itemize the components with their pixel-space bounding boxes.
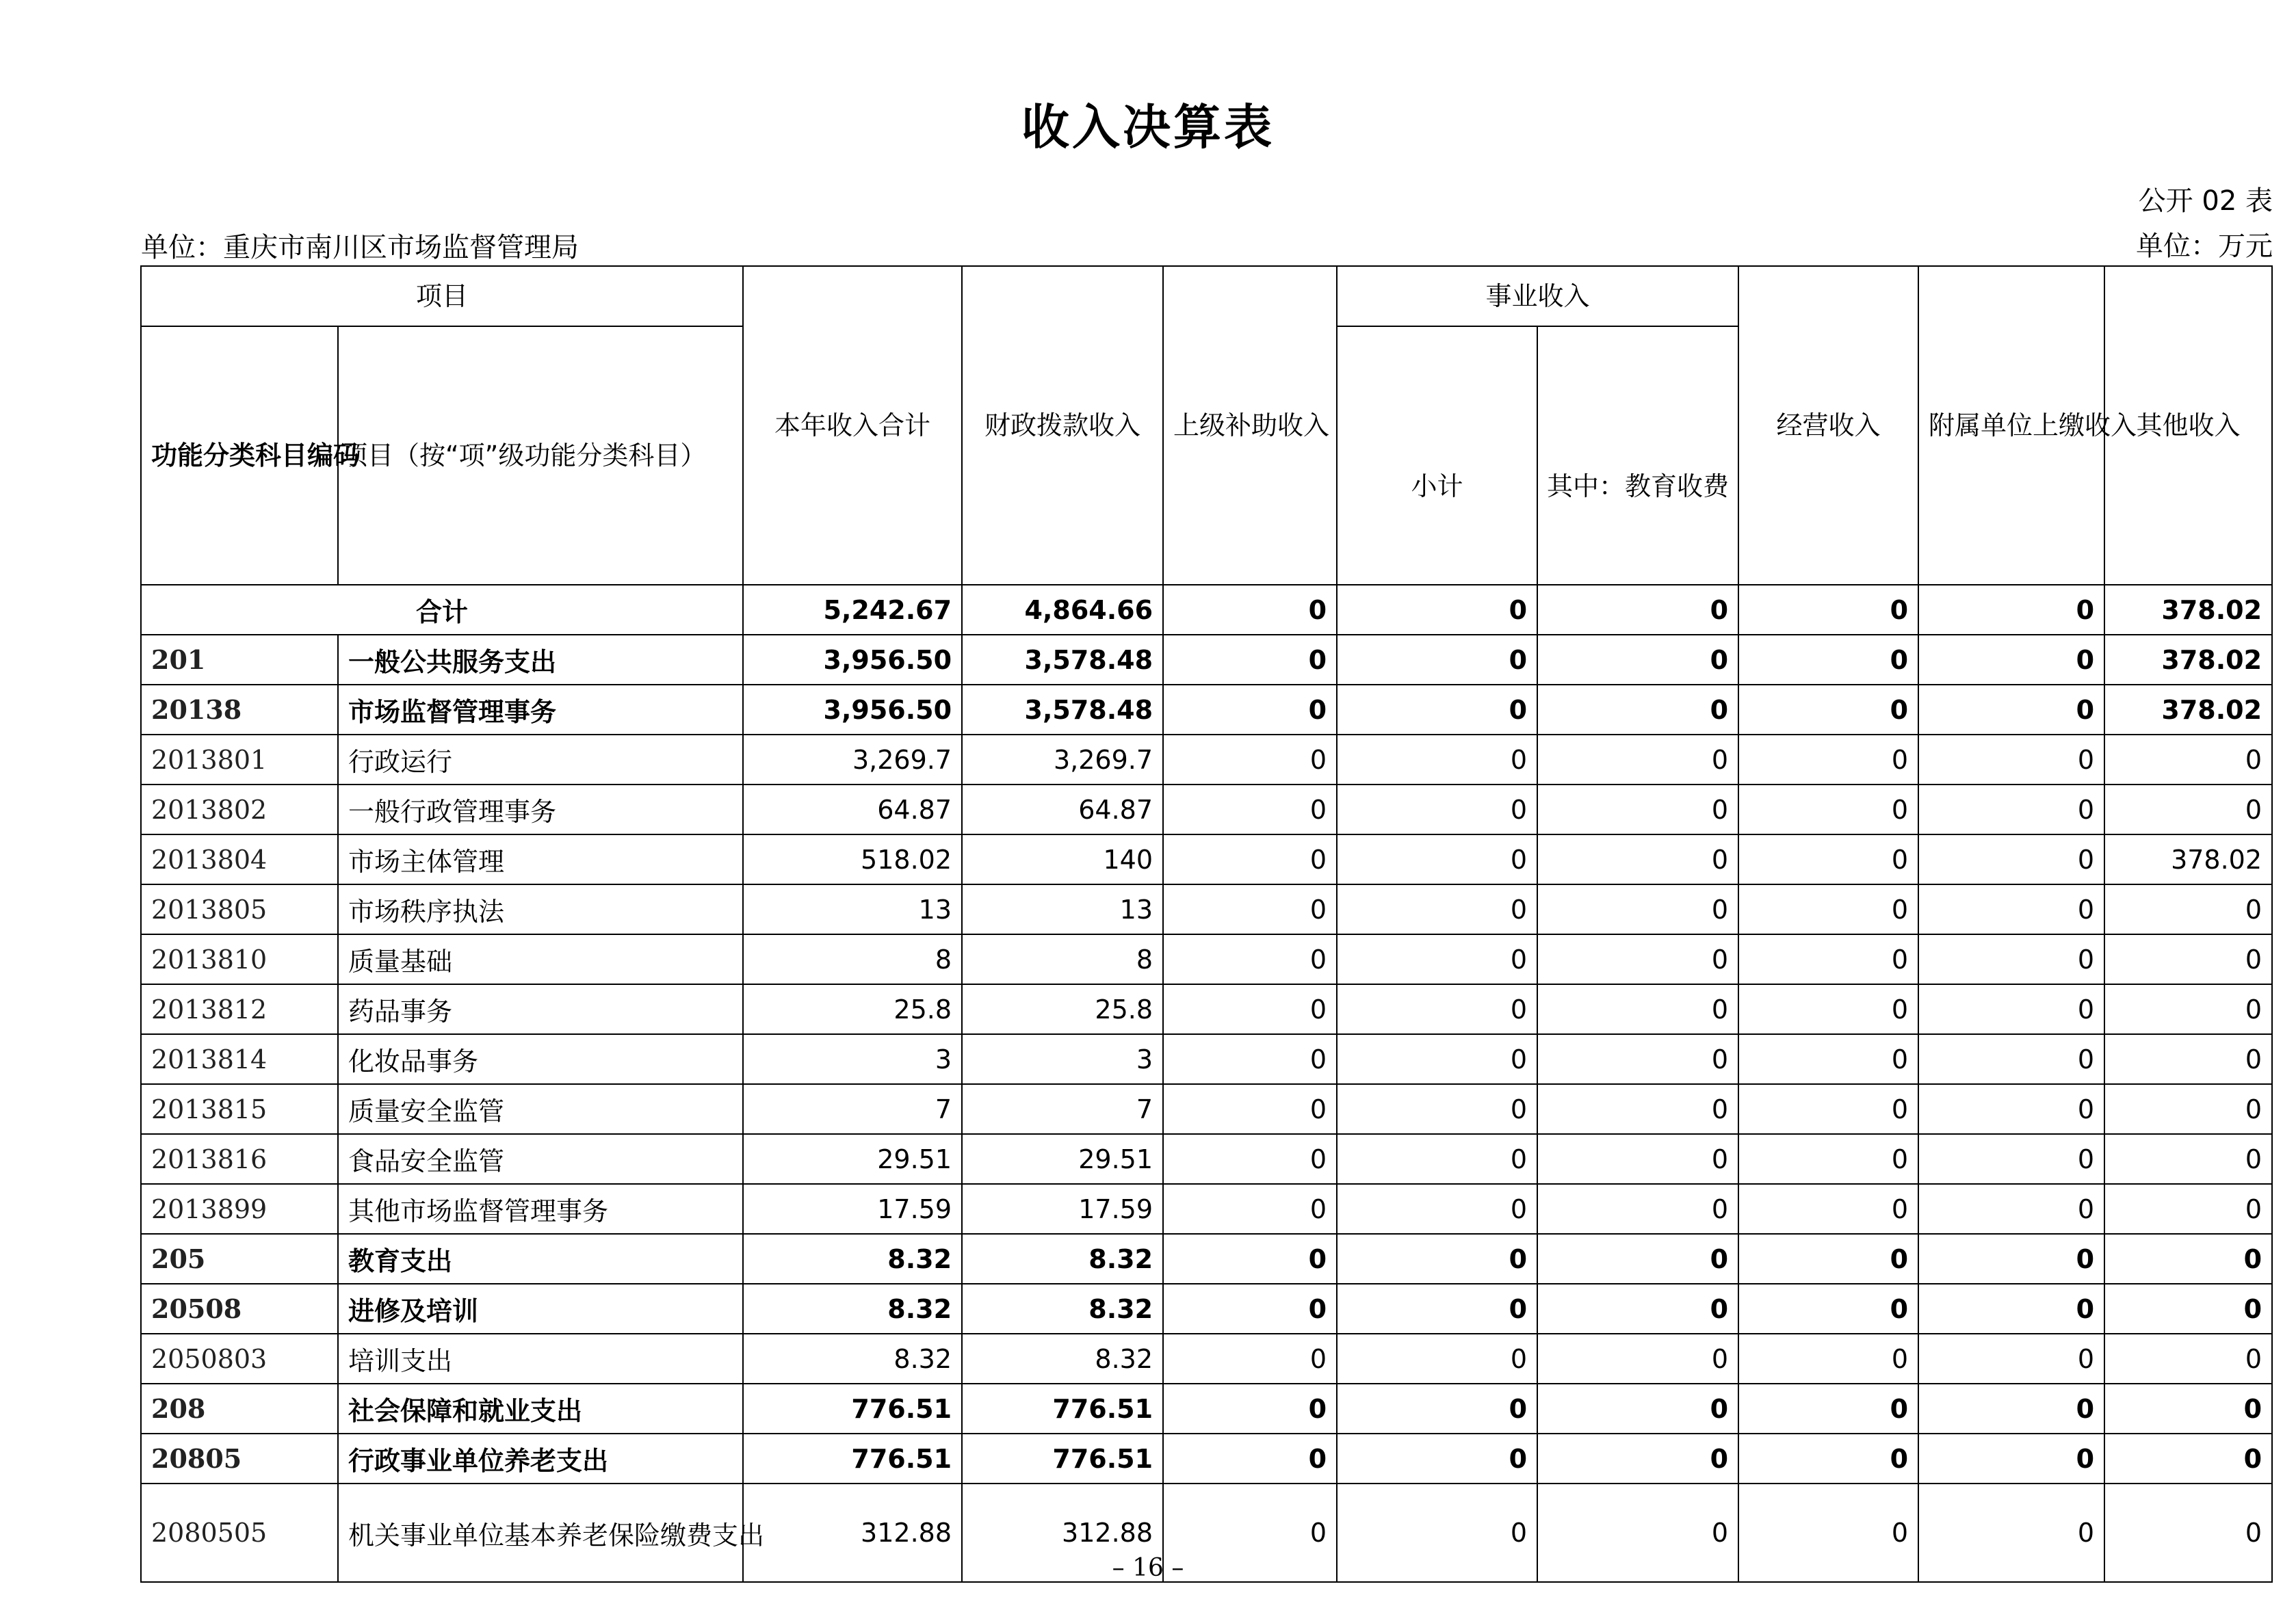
table-row	[141, 1184, 2272, 1234]
row-value: 0	[1537, 1034, 1738, 1084]
row-value: 0	[1337, 785, 1537, 834]
row-value: 0	[1738, 1034, 1918, 1084]
row-value: 0	[1738, 934, 1918, 984]
row-name: 一般行政管理事务	[338, 785, 743, 834]
row-code: 20805	[141, 1434, 338, 1484]
row-code: 20508	[141, 1284, 338, 1334]
table-row	[141, 1234, 2272, 1284]
row-name: 机关事业单位基本养老保险缴费支出	[338, 1484, 743, 1582]
row-value: 0	[2104, 1234, 2272, 1284]
total-cell: 0	[1163, 585, 1337, 635]
row-value: 0	[1537, 1334, 1738, 1384]
row-code: 2013801	[141, 735, 338, 785]
row-value: 0	[1918, 685, 2104, 735]
row-value: 776.51	[962, 1384, 1163, 1434]
total-cell: 0	[1738, 585, 1918, 635]
row-value: 8	[743, 934, 962, 984]
row-value: 17.59	[743, 1184, 962, 1234]
row-name: 质量基础	[338, 934, 743, 984]
row-value: 0	[1918, 834, 2104, 884]
row-value: 0	[1337, 1334, 1537, 1384]
row-value: 3,578.48	[962, 635, 1163, 685]
row-value: 0	[1337, 834, 1537, 884]
table-row	[141, 635, 2272, 685]
total-cell: 0	[1918, 585, 2104, 635]
row-value: 0	[1738, 1234, 1918, 1284]
row-value: 0	[1163, 685, 1337, 735]
row-code: 20138	[141, 685, 338, 735]
row-value: 0	[2104, 785, 2272, 834]
header-total: 本年收入合计	[743, 266, 962, 585]
row-value: 0	[1337, 934, 1537, 984]
row-value: 0	[1537, 934, 1738, 984]
row-value: 0	[1918, 884, 2104, 934]
row-value: 0	[1337, 1434, 1537, 1484]
row-value: 8.32	[962, 1234, 1163, 1284]
table-row	[141, 1334, 2272, 1384]
row-value: 0	[1918, 635, 2104, 685]
row-value: 3	[962, 1034, 1163, 1084]
table-row	[141, 1084, 2272, 1134]
row-value: 0	[1918, 1334, 2104, 1384]
row-value: 8.32	[743, 1334, 962, 1384]
row-value: 3,269.7	[962, 735, 1163, 785]
row-value: 3,956.50	[743, 635, 962, 685]
header-operating: 经营收入	[1738, 266, 1918, 585]
row-value: 0	[1738, 1334, 1918, 1384]
row-value: 0	[1918, 1234, 2104, 1284]
row-value: 0	[1337, 884, 1537, 934]
row-value: 0	[1163, 984, 1337, 1034]
table-row	[141, 735, 2272, 785]
row-value: 0	[1738, 884, 1918, 934]
row-value: 0	[1537, 834, 1738, 884]
row-value: 0	[1337, 735, 1537, 785]
row-value: 0	[1163, 1234, 1337, 1284]
row-value: 0	[1738, 635, 1918, 685]
row-value: 0	[1163, 1484, 1337, 1582]
row-value: 0	[2104, 984, 2272, 1034]
unit-currency: 单位：万元	[2136, 230, 2273, 262]
total-row	[141, 585, 2272, 635]
row-value: 0	[1163, 884, 1337, 934]
row-code: 2050803	[141, 1334, 338, 1384]
row-value: 8	[962, 934, 1163, 984]
row-code: 2013805	[141, 884, 338, 934]
total-cell: 5,242.67	[743, 585, 962, 635]
row-value: 0	[1738, 1284, 1918, 1334]
row-code: 2013815	[141, 1084, 338, 1134]
row-code: 2013804	[141, 834, 338, 884]
header-career-edu: 其中：教育收费	[1537, 326, 1738, 585]
row-value: 776.51	[743, 1434, 962, 1484]
row-code: 2013802	[141, 785, 338, 834]
row-value: 0	[1163, 1384, 1337, 1434]
row-value: 0	[1163, 1134, 1337, 1184]
header-fiscal: 财政拨款收入	[962, 266, 1163, 585]
row-value: 0	[1738, 1384, 1918, 1434]
total-cell: 4,864.66	[962, 585, 1163, 635]
row-name: 一般公共服务支出	[338, 635, 743, 685]
row-value: 0	[1163, 785, 1337, 834]
row-value: 0	[1537, 635, 1738, 685]
row-name: 药品事务	[338, 984, 743, 1034]
header-affiliated: 附属单位上缴收入	[1918, 266, 2104, 585]
row-value: 0	[1738, 685, 1918, 735]
row-value: 0	[1337, 1134, 1537, 1184]
row-value: 0	[1337, 685, 1537, 735]
row-value: 29.51	[962, 1134, 1163, 1184]
row-value: 0	[1918, 1184, 2104, 1234]
row-value: 0	[1537, 1234, 1738, 1284]
row-value: 0	[1537, 1434, 1738, 1484]
row-code: 2013899	[141, 1184, 338, 1234]
row-name: 其他市场监督管理事务	[338, 1184, 743, 1234]
income-table	[140, 265, 2273, 1583]
row-value: 0	[1918, 1484, 2104, 1582]
row-value: 0	[1163, 1184, 1337, 1234]
row-value: 0	[1163, 834, 1337, 884]
row-value: 0	[1537, 785, 1738, 834]
table-row	[141, 785, 2272, 834]
row-value: 0	[1537, 984, 1738, 1034]
row-value: 0	[1537, 1484, 1738, 1582]
row-value: 25.8	[962, 984, 1163, 1034]
row-value: 0	[2104, 735, 2272, 785]
row-value: 0	[2104, 1484, 2272, 1582]
row-name: 市场秩序执法	[338, 884, 743, 934]
row-value: 3	[743, 1034, 962, 1084]
row-name: 化妆品事务	[338, 1034, 743, 1084]
row-value: 0	[1163, 1434, 1337, 1484]
row-value: 0	[1918, 785, 2104, 834]
row-value: 0	[1163, 1084, 1337, 1134]
row-value: 25.8	[743, 984, 962, 1034]
table-row	[141, 1434, 2272, 1484]
row-value: 0	[1918, 984, 2104, 1034]
header-name: 项目（按“项”级功能分类科目）	[338, 326, 743, 585]
row-name: 行政事业单位养老支出	[338, 1434, 743, 1484]
row-value: 0	[1537, 1134, 1738, 1184]
row-name: 质量安全监管	[338, 1084, 743, 1134]
total-cell: 378.02	[2104, 585, 2272, 635]
row-name: 教育支出	[338, 1234, 743, 1284]
row-code: 205	[141, 1234, 338, 1284]
row-value: 0	[1537, 735, 1738, 785]
row-value: 0	[1537, 685, 1738, 735]
row-value: 0	[2104, 1434, 2272, 1484]
row-value: 0	[2104, 884, 2272, 934]
row-value: 0	[1163, 635, 1337, 685]
unit-organization: 单位：重庆市南川区市场监督管理局	[141, 232, 579, 263]
row-value: 13	[743, 884, 962, 934]
row-value: 0	[1537, 1284, 1738, 1334]
row-value: 0	[1918, 1384, 2104, 1434]
row-value: 0	[1163, 735, 1337, 785]
row-code: 2013814	[141, 1034, 338, 1084]
row-value: 64.87	[743, 785, 962, 834]
form-code: 公开 02 表	[2138, 185, 2273, 217]
table-row	[141, 1034, 2272, 1084]
row-value: 0	[2104, 1334, 2272, 1384]
row-value: 0	[1738, 1184, 1918, 1234]
table-row	[141, 685, 2272, 735]
row-name: 市场主体管理	[338, 834, 743, 884]
row-name: 食品安全监管	[338, 1134, 743, 1184]
row-value: 0	[1337, 1084, 1537, 1134]
row-value: 0	[1918, 735, 2104, 785]
row-value: 29.51	[743, 1134, 962, 1184]
row-code: 201	[141, 635, 338, 685]
row-value: 8.32	[743, 1284, 962, 1334]
row-value: 0	[1163, 1284, 1337, 1334]
table-row	[141, 934, 2272, 984]
row-value: 8.32	[743, 1234, 962, 1284]
total-cell: 0	[1337, 585, 1537, 635]
table-row	[141, 1384, 2272, 1434]
row-value: 0	[1337, 1184, 1537, 1234]
row-value: 0	[1537, 1084, 1738, 1134]
row-value: 0	[1918, 1084, 2104, 1134]
row-value: 0	[2104, 1084, 2272, 1134]
row-value: 0	[2104, 934, 2272, 984]
row-value: 0	[1738, 984, 1918, 1034]
row-value: 8.32	[962, 1284, 1163, 1334]
row-value: 7	[743, 1084, 962, 1134]
row-value: 3,269.7	[743, 735, 962, 785]
row-value: 0	[2104, 1134, 2272, 1184]
table-row	[141, 1284, 2272, 1334]
row-code: 2013810	[141, 934, 338, 984]
row-value: 0	[1918, 1434, 2104, 1484]
row-value: 0	[1738, 1134, 1918, 1184]
row-value: 378.02	[2104, 635, 2272, 685]
table-row	[141, 884, 2272, 934]
row-code: 2013812	[141, 984, 338, 1034]
row-name: 市场监督管理事务	[338, 685, 743, 735]
row-value: 0	[1537, 884, 1738, 934]
row-value: 0	[1163, 1034, 1337, 1084]
row-value: 312.88	[962, 1484, 1163, 1582]
row-value: 17.59	[962, 1184, 1163, 1234]
table-row	[141, 1134, 2272, 1184]
row-value: 3,578.48	[962, 685, 1163, 735]
row-value: 776.51	[962, 1434, 1163, 1484]
row-name: 行政运行	[338, 735, 743, 785]
row-value: 0	[2104, 1284, 2272, 1334]
row-value: 776.51	[743, 1384, 962, 1434]
row-value: 0	[1918, 1284, 2104, 1334]
row-name: 进修及培训	[338, 1284, 743, 1334]
row-value: 312.88	[743, 1484, 962, 1582]
table-row	[141, 984, 2272, 1034]
row-value: 0	[1918, 1034, 2104, 1084]
row-value: 0	[1337, 1284, 1537, 1334]
row-name: 社会保障和就业支出	[338, 1384, 743, 1434]
row-value: 378.02	[2104, 685, 2272, 735]
row-value: 0	[1163, 1334, 1337, 1384]
row-value: 140	[962, 834, 1163, 884]
row-value: 0	[1738, 834, 1918, 884]
row-value: 0	[2104, 1384, 2272, 1434]
row-value: 0	[1738, 735, 1918, 785]
row-value: 0	[1337, 1484, 1537, 1582]
header-career: 事业收入	[1337, 266, 1738, 326]
row-code: 2080505	[141, 1484, 338, 1582]
row-value: 0	[1337, 984, 1537, 1034]
header-career-subtotal: 小计	[1337, 326, 1537, 585]
row-value: 0	[1537, 1384, 1738, 1434]
row-value: 378.02	[2104, 834, 2272, 884]
row-value: 0	[1337, 1034, 1537, 1084]
row-value: 0	[1537, 1184, 1738, 1234]
row-name: 培训支出	[338, 1334, 743, 1384]
row-value: 3,956.50	[743, 685, 962, 735]
header-superior: 上级补助收入	[1163, 266, 1337, 585]
header-item: 项目	[141, 266, 743, 326]
page-title: 收入决算表	[1021, 99, 1275, 155]
row-value: 0	[1738, 785, 1918, 834]
header-code: 功能分类科目编码	[141, 326, 338, 585]
row-value: 8.32	[962, 1334, 1163, 1384]
row-value: 0	[2104, 1034, 2272, 1084]
row-code: 208	[141, 1384, 338, 1434]
row-value: 0	[1337, 635, 1537, 685]
row-value: 0	[2104, 1184, 2272, 1234]
row-value: 0	[1163, 934, 1337, 984]
row-value: 64.87	[962, 785, 1163, 834]
row-value: 0	[1337, 1384, 1537, 1434]
total-label: 合计	[141, 585, 743, 635]
row-value: 0	[1918, 1134, 2104, 1184]
row-value: 0	[1738, 1084, 1918, 1134]
total-cell: 0	[1537, 585, 1738, 635]
header-other: 其他收入	[2104, 266, 2272, 585]
row-value: 518.02	[743, 834, 962, 884]
page-number: – 16 –	[1112, 1554, 1184, 1582]
row-code: 2013816	[141, 1134, 338, 1184]
row-value: 13	[962, 884, 1163, 934]
table-row	[141, 834, 2272, 884]
row-value: 0	[1337, 1234, 1537, 1284]
row-value: 0	[1738, 1484, 1918, 1582]
row-value: 0	[1918, 934, 2104, 984]
row-value: 7	[962, 1084, 1163, 1134]
row-value: 0	[1738, 1434, 1918, 1484]
